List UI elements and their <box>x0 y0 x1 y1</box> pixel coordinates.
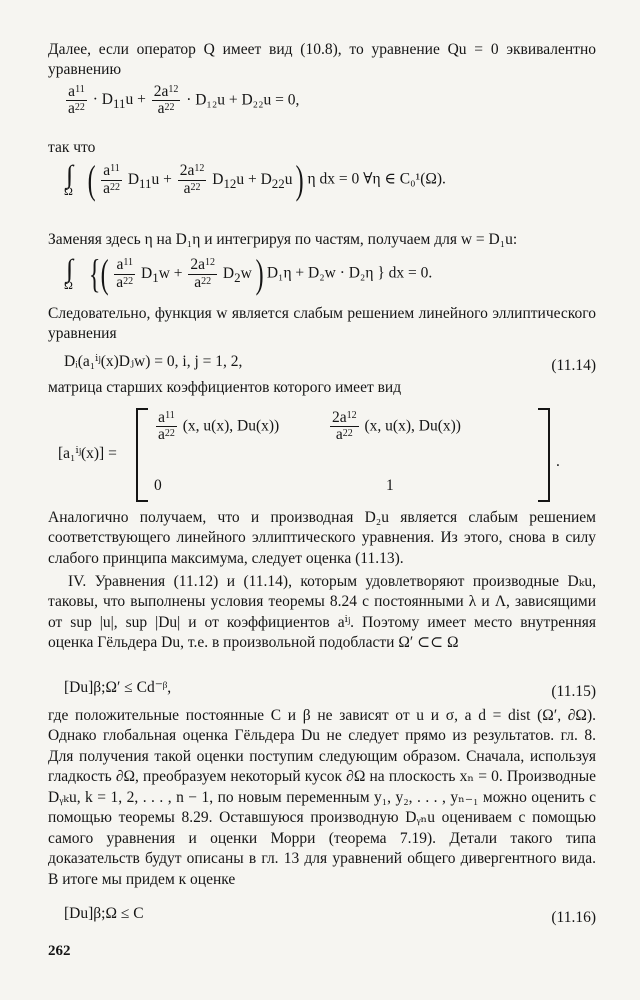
paragraph-matrix-intro: матрица старших коэффициентов которого имеет вид <box>48 379 402 396</box>
paragraph-consequently: Следовательно, функция w является слабым решением линейного эллиптического уравнения <box>48 305 596 343</box>
paragraph-so: так что <box>48 139 96 156</box>
matrix-right-bracket <box>538 408 550 502</box>
equation-11-16-number: (11.16) <box>551 909 596 926</box>
paragraph-replace: Заменяя здесь η на D₁η и интегрируя по частям, получаем для w = D₁u: <box>48 231 518 248</box>
matrix-cell-22: 1 <box>386 477 394 494</box>
equation-2-tail: η dx = 0 ∀η ∈ C₀¹(Ω). <box>307 170 446 188</box>
equation-1-rhs: · D₁₂u + D₂₂u = 0, <box>186 91 300 109</box>
equation-1: $\frac{a^{11}}{a^{22}}$ · $D_{11}u$ + $\frac{2a^{12}}{a^{22}}$ · D₁₂u + D₂₂u = 0, <box>68 83 300 118</box>
equation-3: ∫ Ω {( $\frac{a^{11}}{a^{22}}$ $D_1w$ + $\frac{2a^{12}}{a^{22}}$ $D_2w$ ) D₁η + D₂w · D₂η } dx = 0. <box>64 251 433 296</box>
paragraph-step-iv: IV. Уравнения (11.12) и (11.14), которым удовлетворяют производные Dₖu, таковы, что выполнены условия теоремы 8.24 с постоянными λ и Λ, зависящими от sup |u|, sup |Du| и от коэффициентов aⁱʲ. Поэтому имеет место внутренняя оценка Гёльдера Du, т.е. в произвольной подобласти Ω′ ⊂⊂ Ω <box>48 573 596 652</box>
matrix-left-bracket <box>136 408 148 502</box>
matrix-cell-11: $\frac{a^{11}}{a^{22}}$ (x, u(x), Du(x)) <box>158 409 280 444</box>
paragraph-analogously: Аналогично получаем, что и производная D₂u является слабым решением соответствующего линейного эллиптического уравнения. Из этого, снова в силу слабого принципа максимума, следует оценка (11.13). <box>48 509 596 567</box>
matrix-cell-12: $\frac{2a^{12}}{a^{22}}$ (x, u(x), Du(x)) <box>332 409 461 444</box>
equation-11-14-body: Dᵢ(a₁ⁱʲ(x)Dⱼw) = 0, i, j = 1, 2, <box>64 353 243 370</box>
coefficient-matrix <box>58 408 560 500</box>
matrix-period: . <box>556 453 560 470</box>
matrix-lhs: [a₁ⁱʲ(x)] = <box>58 445 117 462</box>
paragraph-intro: Далее, если оператор Q имеет вид (10.8), то уравнение Qu = 0 эквивалентно уравнению <box>48 41 596 79</box>
equation-11-16 <box>48 900 596 940</box>
page-number: 262 <box>48 943 71 959</box>
paragraph-global-estimate: где положительные постоянные C и β не зависят от u и σ, а d = dist (Ω′, ∂Ω). Однако глобальная оценка Гёльдера Du не следует прямо из результатов. гл. 8. Для получения такой оценки поступим следующим образом. Сначала, используя гладкость ∂Ω, преобразуем некоторый кусок ∂Ω на плоскость xₙ = 0. Производные Dᵧₖu, k = 1, 2, . . . , n − 1, по новым переменным y₁, y₂, . . . , yₙ₋₁ можно оценить с помощью теоремы 8.29. Оставшуюся производную Dᵧₙu оцениваем с помощью самого уравнения и оценки Морри (теорема 7.19). Детали такого типа доказательств будут описаны в гл. 13 для уравнений общего дивергентного вида. В итоге мы придем к оценке <box>48 707 596 888</box>
matrix-cell-21: 0 <box>154 477 162 494</box>
equation-11-16-body: [Du]β;Ω ≤ C <box>64 905 144 922</box>
matrix-cell-11-args: (x, u(x), Du(x)) <box>182 417 280 435</box>
equation-11-14-number: (11.14) <box>551 357 596 374</box>
equation-3-tail: D₁η + D₂w · D₂η } dx = 0. <box>266 264 433 282</box>
equation-11-15-number: (11.15) <box>551 683 596 700</box>
matrix-cell-12-args: (x, u(x), Du(x)) <box>364 417 461 435</box>
equation-2: ∫ Ω ( $\frac{a^{11}}{a^{22}}$ $D_{11}u$ + $\frac{2a^{12}}{a^{22}}$ $D_{12}u + D_{22}u$ ) η dx = 0 ∀η ∈ C₀¹(Ω). <box>64 157 446 202</box>
equation-11-15-body: [Du]β;Ω′ ≤ Cd⁻ᵝ, <box>64 679 172 696</box>
